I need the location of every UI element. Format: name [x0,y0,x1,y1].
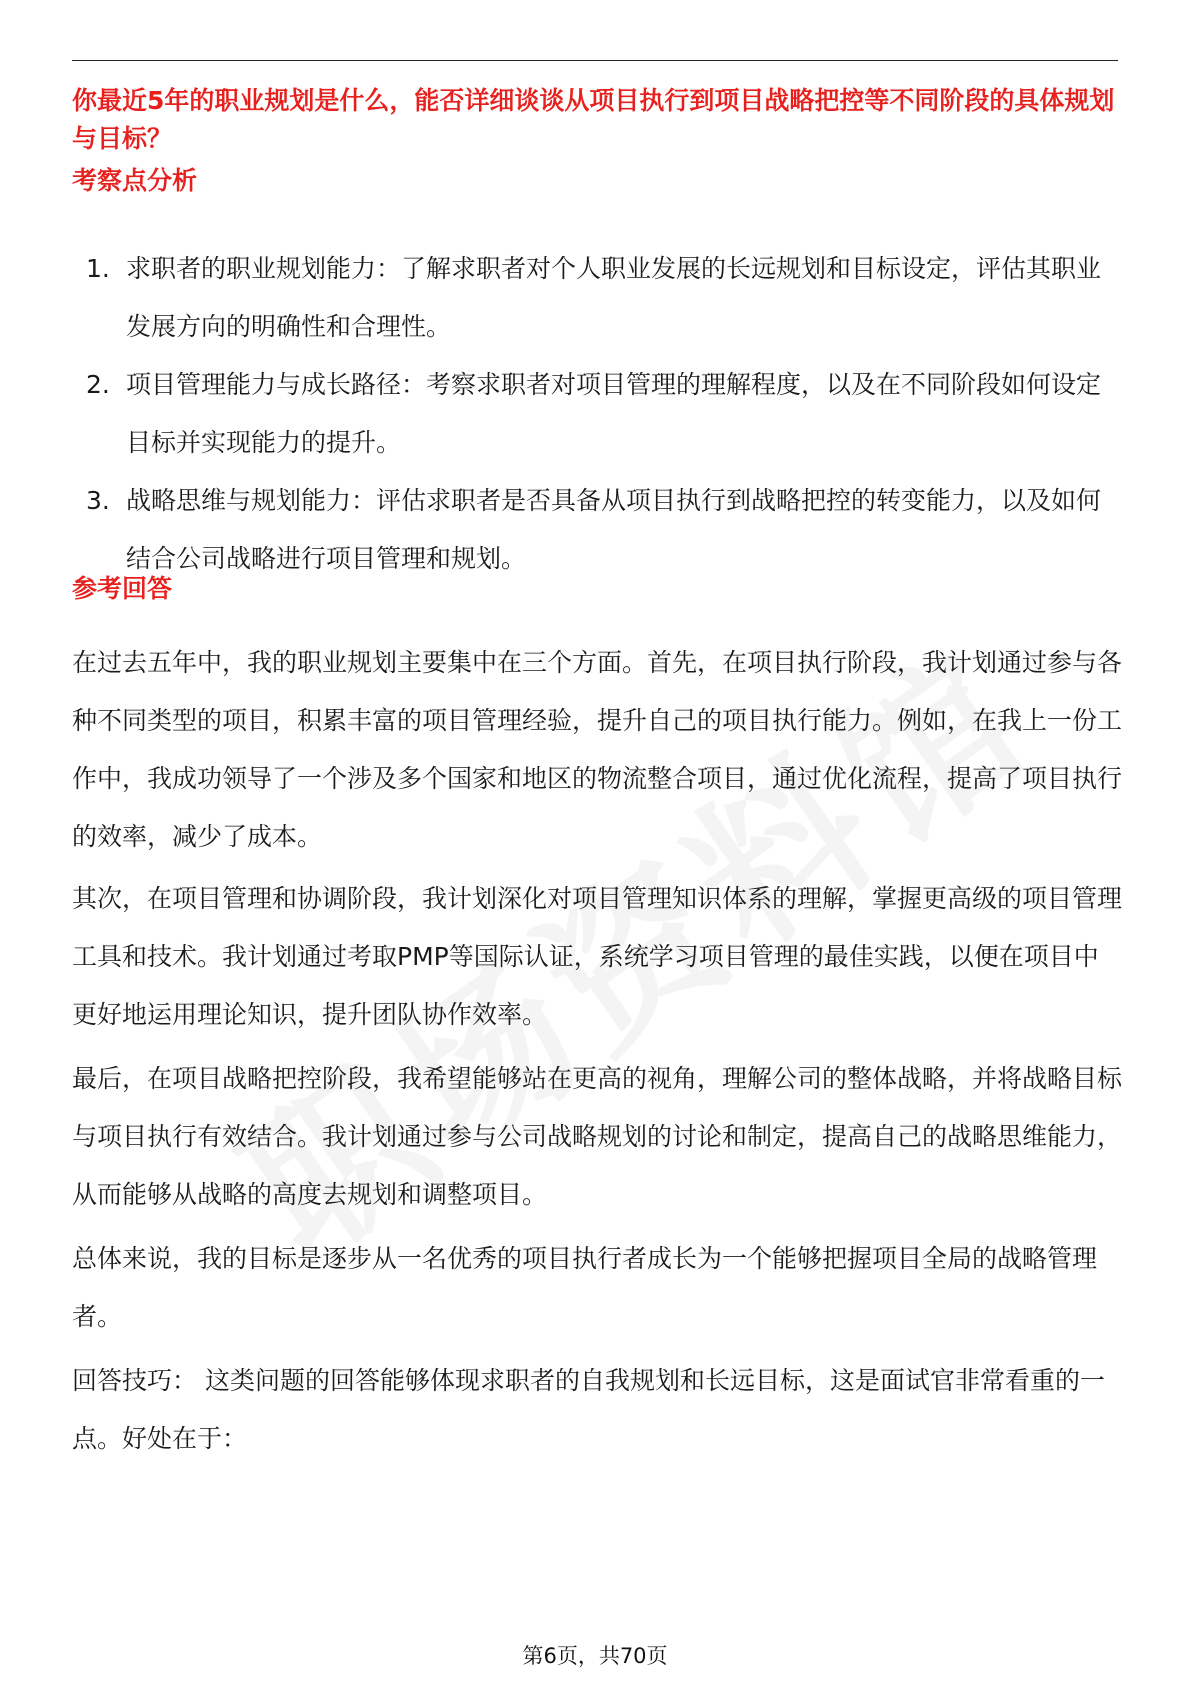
answer-tips: 回答技巧： 这类问题的回答能够体现求职者的自我规划和长远目标，这是面试官非常看重的一点。好处在于： [72,1366,1105,1453]
list-item-text: 战略思维与规划能力：评估求职者是否具备从项目执行到战略把控的转变能力，以及如何结合公司战略进行项目管理和规划。 [126,486,1102,573]
page-number-footer: 第6页，共70页 [522,1644,668,1668]
list-item-number: 2. [86,370,110,399]
list-item-text: 项目管理能力与成长路径：考察求职者对项目管理的理解程度，以及在不同阶段如何设定目标并实现能力的提升。 [126,370,1102,457]
answer-paragraph: 总体来说，我的目标是逐步从一名优秀的项目执行者成长为一个能够把握项目全局的战略管理者。 [72,1244,1098,1331]
list-item [72,472,1122,588]
answer-paragraph: 最后，在项目战略把控阶段，我希望能够站在更高的视角，理解公司的整体战略，并将战略目标与项目执行有效结合。我计划通过参与公司战略规划的讨论和制定，提高自己的战略思维能力，从而能够从战略的高度去规划和调整项目。 [72,1064,1123,1209]
analysis-heading: 考察点分析 [72,166,198,195]
list-item [72,356,1122,472]
analysis-list [72,240,1122,588]
list-item [72,240,1122,356]
list-item-number: 1. [86,254,110,283]
top-rule [72,60,1118,61]
list-item-text: 求职者的职业规划能力：了解求职者对个人职业发展的长远规划和目标设定，评估其职业发展方向的明确性和合理性。 [126,254,1102,341]
answer-paragraph: 其次，在项目管理和协调阶段，我计划深化对项目管理知识体系的理解，掌握更高级的项目管理工具和技术。我计划通过考取PMP等国际认证，系统学习项目管理的最佳实践，以便在项目中更好地运用理论知识，提升团队协作效率。 [72,884,1123,1029]
list-item-number: 3. [86,486,110,515]
question-title: 你最近5年的职业规划是什么，能否详细谈谈从项目执行到项目战略把控等不同阶段的具体规划与目标？ [72,86,1115,153]
answer-heading: 参考回答 [72,574,173,603]
answer-paragraph: 在过去五年中，我的职业规划主要集中在三个方面。首先，在项目执行阶段，我计划通过参与各种不同类型的项目，积累丰富的项目管理经验，提升自己的项目执行能力。例如，在我上一份工作中，我成功领导了一个涉及多个国家和地区的物流整合项目，通过优化流程，提高了项目执行的效率，减少了成本。 [72,648,1123,851]
